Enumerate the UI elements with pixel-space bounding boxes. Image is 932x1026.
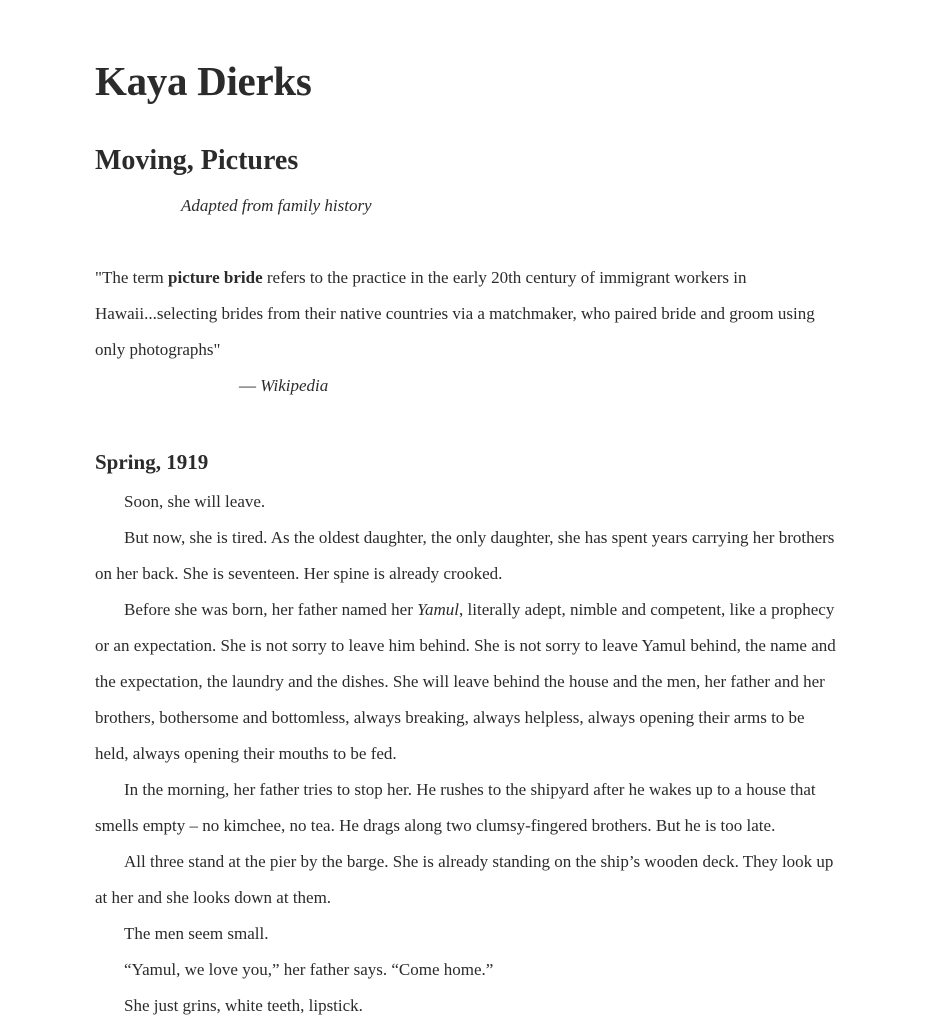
story-subtitle: Adapted from family history: [181, 196, 372, 215]
paragraph-4: In the morning, her father tries to stop her. He rushes to the shipyard after he wakes up to a house that smells empty – no kimchee, no tea. He drags along two clumsy-fingered brothers. But he is too late.: [95, 780, 816, 835]
paragraph-1: Soon, she will leave.: [124, 492, 266, 511]
paragraph-7: “Yamul, we love you,” her father says. “Come home.”: [124, 960, 494, 979]
paragraph-3-end: , literally adept, nimble and competent, like a prophecy or an expectation. She is not sorry to leave him behind. She is not sorry to leave Yamul behind, the name and the expectation, the laundry and the dishes. She will leave behind the house and the men, her father and her brothers, bothersome and bottomless, always breaking, always helpless, always opening their arms to be held, always opening their mouths to be fed.: [95, 600, 836, 763]
story-body: [95, 484, 837, 1024]
section-heading: Spring, 1919: [95, 450, 209, 474]
attribution-dash: —: [239, 376, 261, 395]
attribution-source: Wikipedia: [260, 376, 329, 395]
character-name: Yamul: [417, 600, 460, 619]
paragraph-5: All three stand at the pier by the barge. She is already standing on the ship’s wooden deck. They look up at her and she looks down at them.: [95, 852, 834, 907]
paragraph-8: She just grins, white teeth, lipstick.: [124, 996, 363, 1015]
epigraph-attribution: [239, 368, 328, 404]
story-title: Moving, Pictures: [95, 145, 299, 176]
paragraph-2: But now, she is tired. As the oldest daughter, the only daughter, she has spent years carrying her brothers on her back. She is seventeen. Her spine is already crooked.: [95, 528, 835, 583]
author-name: Kaya Dierks: [95, 58, 312, 104]
epigraph-term: picture bride: [168, 268, 263, 287]
paragraph-6: The men seem small.: [124, 924, 269, 943]
epigraph-open: "The term: [95, 268, 169, 287]
epigraph-quote: [95, 260, 835, 368]
paragraph-3: [95, 592, 837, 772]
epigraph-rest: refers to the practice in the early 20th century of immigrant workers in Hawaii...selecting brides from their native countries via a matchmaker, who paired bride and groom using only photographs": [95, 268, 815, 359]
paragraph-3-start: Before she was born, her father named her: [124, 600, 418, 619]
